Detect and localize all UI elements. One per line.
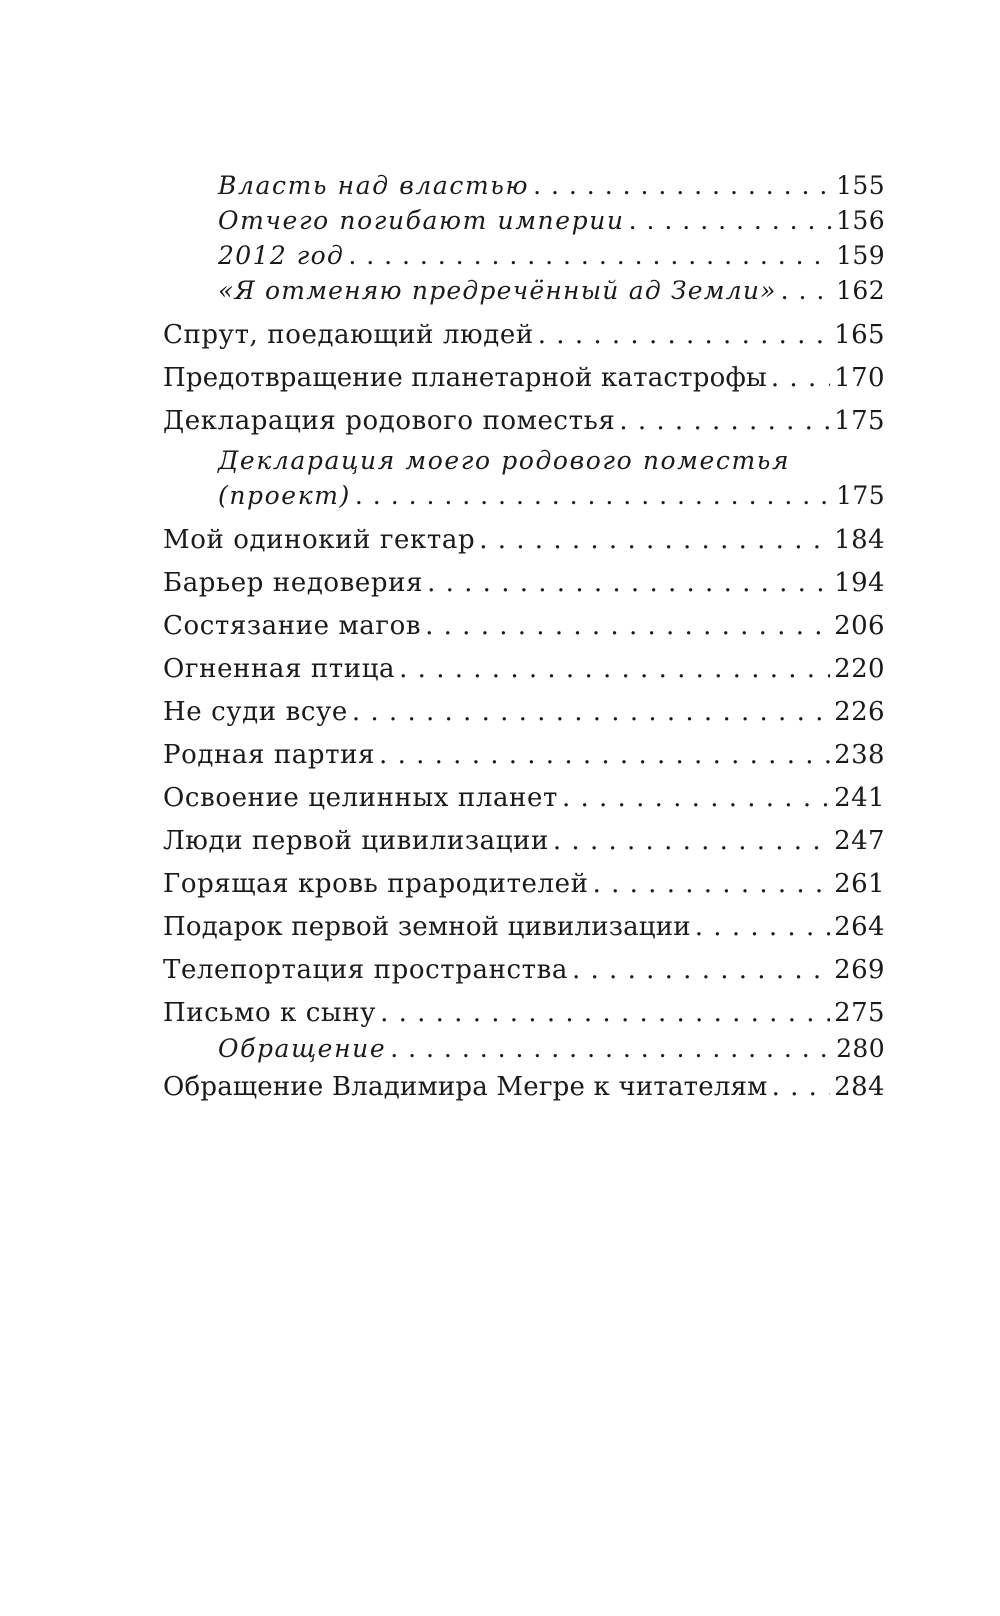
toc-entry-multiline-head[interactable] — [163, 443, 885, 478]
toc-entry-title: Не суди всуе — [163, 697, 348, 727]
toc-entry-title-continued: (проект) — [218, 481, 351, 510]
toc-entry-page: 194 — [834, 568, 885, 598]
toc-entry-title: 2012 год — [218, 241, 345, 270]
toc-entry-page: 247 — [834, 826, 885, 856]
dot-leader — [399, 648, 830, 691]
toc-entry[interactable] — [163, 562, 885, 605]
dot-leader — [355, 478, 832, 513]
toc-entry-page: 162 — [836, 276, 885, 305]
toc-entry-page: 156 — [836, 206, 885, 235]
toc-entry[interactable] — [163, 949, 885, 992]
toc-entry-title: Декларация родового поместья — [163, 406, 616, 436]
dot-leader — [772, 1066, 831, 1109]
dot-leader — [771, 357, 830, 400]
toc-entry[interactable] — [163, 168, 885, 203]
toc-entry-title: Отчего погибают империи — [218, 206, 625, 235]
dot-leader — [379, 734, 830, 777]
dot-leader — [538, 314, 830, 357]
toc-entry[interactable] — [163, 906, 885, 949]
table-of-contents — [163, 168, 885, 1109]
toc-entry-page: 159 — [836, 241, 885, 270]
toc-entry-title: «Я отменяю предречённый ад Земли» — [218, 276, 777, 305]
toc-entry-title: Состязание магов — [163, 611, 422, 641]
dot-leader — [629, 203, 832, 238]
toc-entry-page: 226 — [834, 697, 885, 727]
toc-entry[interactable] — [163, 863, 885, 906]
dot-leader — [553, 820, 830, 863]
toc-entry[interactable] — [163, 314, 885, 357]
dot-leader — [427, 562, 830, 605]
toc-entry[interactable] — [163, 992, 885, 1035]
toc-entry-page: 275 — [834, 998, 885, 1028]
toc-entry[interactable] — [163, 357, 885, 400]
toc-entry-title: Обращение Владимира Мегре к читателям — [163, 1072, 768, 1102]
toc-entry[interactable] — [163, 400, 885, 443]
toc-entry[interactable] — [163, 605, 885, 648]
toc-entry-title: Огненная птица — [163, 654, 396, 684]
toc-entry-page: 170 — [834, 363, 885, 393]
toc-entry-page: 175 — [836, 481, 885, 510]
toc-entry-title: Горящая кровь прародителей — [163, 869, 589, 899]
toc-entry-title: Телепортация пространства — [163, 955, 568, 985]
toc-entry-title: Предотвращение планетарной катастрофы — [163, 363, 767, 393]
toc-entry-title: Подарок первой земной цивилизации — [163, 912, 691, 942]
toc-entry-page: 238 — [834, 740, 885, 770]
dot-leader — [781, 273, 832, 308]
toc-entry-page: 165 — [834, 320, 885, 350]
toc-entry-title: Родная партия — [163, 740, 376, 770]
toc-entry[interactable] — [163, 648, 885, 691]
dot-leader — [380, 992, 830, 1035]
toc-entry[interactable] — [163, 1066, 885, 1109]
toc-entry-page: 184 — [834, 525, 885, 555]
toc-entry-page: 280 — [836, 1034, 885, 1063]
toc-entry[interactable] — [163, 1031, 885, 1066]
toc-entry[interactable] — [163, 238, 885, 273]
toc-entry[interactable] — [163, 777, 885, 820]
toc-entry[interactable] — [163, 820, 885, 863]
toc-entry-title: Письмо к сыну — [163, 998, 377, 1028]
toc-entry-page: 175 — [834, 406, 885, 436]
toc-entry-page: 241 — [834, 783, 885, 813]
toc-entry-page: 269 — [834, 955, 885, 985]
toc-entry[interactable] — [163, 734, 885, 777]
dot-leader — [619, 400, 830, 443]
toc-entry-page: 155 — [836, 171, 885, 200]
toc-entry-title: Барьер недоверия — [163, 568, 424, 598]
toc-entry-page: 284 — [834, 1072, 885, 1102]
toc-entry-title: Декларация моего родового поместья — [218, 446, 791, 475]
dot-leader — [425, 605, 830, 648]
toc-entry-page: 264 — [834, 912, 885, 942]
toc-entry[interactable] — [163, 691, 885, 734]
toc-entry-title: Обращение — [218, 1034, 387, 1063]
dot-leader — [562, 777, 830, 820]
dot-leader — [479, 519, 830, 562]
dot-leader — [390, 1031, 832, 1066]
toc-entry-page: 206 — [834, 611, 885, 641]
dot-leader — [533, 168, 832, 203]
toc-entry-title: Мой одинокий гектар — [163, 525, 476, 555]
toc-entry[interactable] — [163, 519, 885, 562]
dot-leader — [348, 238, 832, 273]
toc-entry-title: Люди первой цивилизации — [163, 826, 549, 856]
toc-entry-multiline-tail[interactable] — [163, 478, 885, 513]
dot-leader — [593, 863, 831, 906]
toc-entry[interactable] — [163, 273, 885, 308]
dot-leader — [352, 691, 830, 734]
dot-leader — [572, 949, 830, 992]
toc-entry-title: Спрут, поедающий людей — [163, 320, 534, 350]
toc-entry-title: Власть над властью — [218, 171, 530, 200]
toc-entry-page: 261 — [834, 869, 885, 899]
toc-entry[interactable] — [163, 203, 885, 238]
dot-leader — [695, 906, 830, 949]
toc-entry-title: Освоение целинных планет — [163, 783, 558, 813]
toc-entry-page: 220 — [834, 654, 885, 684]
